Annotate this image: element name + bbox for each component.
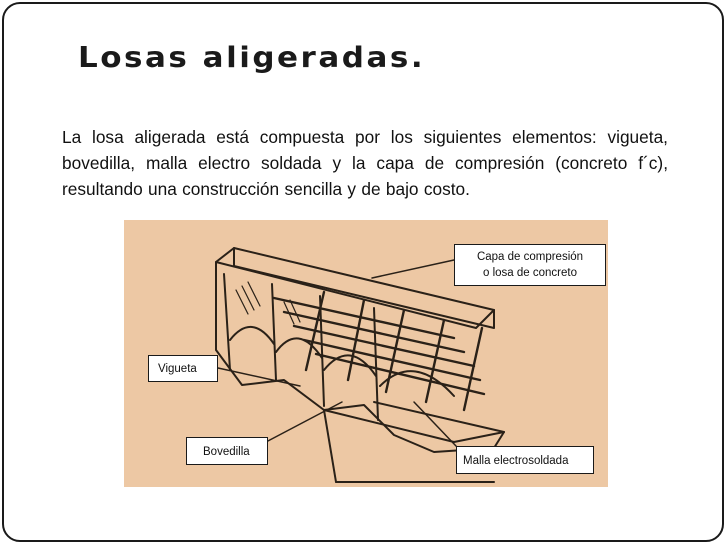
label-capa-line-2: o losa de concreto (483, 267, 577, 279)
label-capa-de-compresion (454, 244, 606, 286)
slide-title: Losas aligeradas. (78, 41, 426, 75)
label-malla-electrosoldada: Malla electrosoldada (456, 446, 594, 474)
label-capa-line-1: Capa de compresión (476, 251, 584, 263)
label-vigueta: Vigueta (148, 355, 218, 382)
label-bovedilla: Bovedilla (186, 437, 268, 465)
slide-body-text: La losa aligerada está compuesta por los siguientes elementos: vigueta, bovedilla, malla electro soldada y la capa de compresión (concreto f´c), resultando una construcción sencilla y de bajo costo. (62, 127, 668, 199)
